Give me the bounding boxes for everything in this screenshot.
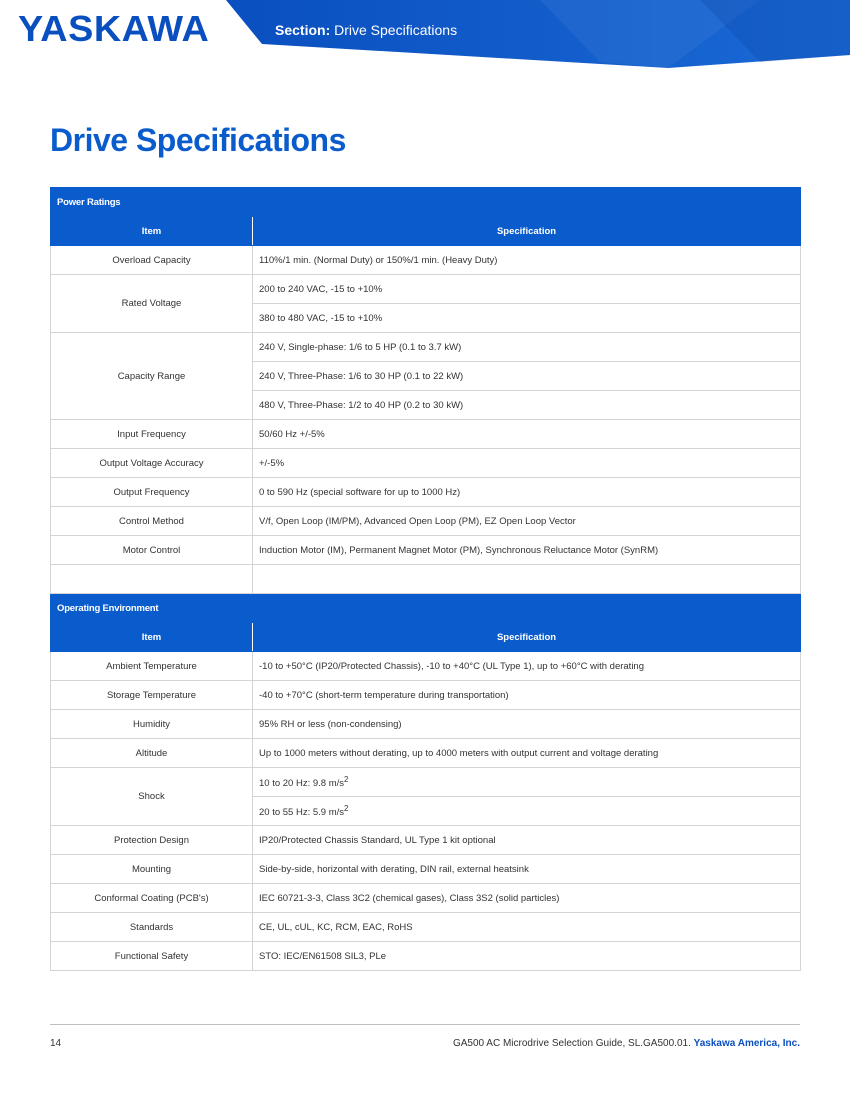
document-reference: GA500 AC Microdrive Selection Guide, SL.GA500.01. — [452, 1038, 691, 1049]
item-cell: Protection Design — [51, 826, 253, 855]
section-indicator — [275, 22, 457, 38]
superscript-exponent: 2 — [344, 774, 349, 784]
table-row — [51, 507, 801, 536]
spec-cell — [253, 797, 801, 826]
section-name: Drive Specifications — [334, 22, 458, 38]
yaskawa-logo: YASKAWA — [18, 8, 210, 49]
column-header-item: Item — [51, 623, 253, 652]
column-header-row — [51, 217, 801, 246]
table-row — [51, 768, 801, 797]
item-cell: Functional Safety — [51, 942, 253, 971]
item-cell: Conformal Coating (PCB's) — [51, 884, 253, 913]
item-cell: Capacity Range — [51, 333, 253, 420]
table-row — [51, 942, 801, 971]
table-row — [51, 826, 801, 855]
item-cell: Input Frequency — [51, 420, 253, 449]
table-row — [51, 681, 801, 710]
spec-cell: 50/60 Hz +/-5% — [253, 420, 801, 449]
empty-row — [51, 565, 801, 594]
item-cell: Motor Control — [51, 536, 253, 565]
spec-cell — [253, 768, 801, 797]
spec-cell: 0 to 590 Hz (special software for up to 1000 Hz) — [253, 478, 801, 507]
page-title: Drive Specifications — [50, 122, 346, 158]
spec-cell: -10 to +50°C (IP20/Protected Chassis), -10 to +40°C (UL Type 1), up to +60°C with derating — [253, 652, 801, 681]
table-row — [51, 739, 801, 768]
spec-cell: +/-5% — [253, 449, 801, 478]
item-cell: Standards — [51, 913, 253, 942]
spec-cell: Side-by-side, horizontal with derating, DIN rail, external heatsink — [253, 855, 801, 884]
section-label: Section: — [275, 22, 331, 38]
item-cell: Altitude — [51, 739, 253, 768]
table-row — [51, 246, 801, 275]
section-title: Power Ratings — [51, 188, 801, 217]
item-cell: Control Method — [51, 507, 253, 536]
company-name: Yaskawa America, Inc. — [693, 1038, 800, 1049]
spec-cell: 480 V, Three-Phase: 1/2 to 40 HP (0.2 to 30 kW) — [253, 391, 801, 420]
spec-cell: CE, UL, cUL, KC, RCM, EAC, RoHS — [253, 913, 801, 942]
column-header-spec: Specification — [253, 623, 801, 652]
section-header-power — [51, 188, 801, 217]
page-number: 14 — [50, 1038, 62, 1049]
spec-cell: 110%/1 min. (Normal Duty) or 150%/1 min. (Heavy Duty) — [253, 246, 801, 275]
section-title: Operating Environment — [51, 594, 801, 623]
spec-text: 10 to 20 Hz: 9.8 m/s — [259, 778, 345, 790]
spec-cell: -40 to +70°C (short-term temperature during transportation) — [253, 681, 801, 710]
table-row — [51, 536, 801, 565]
empty-cell — [51, 565, 253, 594]
column-header-spec: Specification — [253, 217, 801, 246]
spec-cell: 240 V, Three-Phase: 1/6 to 30 HP (0.1 to 22 kW) — [253, 362, 801, 391]
spec-cell: Induction Motor (IM), Permanent Magnet Motor (PM), Synchronous Reluctance Motor (SynRM) — [253, 536, 801, 565]
table-row — [51, 710, 801, 739]
column-header-row — [51, 623, 801, 652]
table-row — [51, 333, 801, 362]
spec-cell: V/f, Open Loop (IM/PM), Advanced Open Loop (PM), EZ Open Loop Vector — [253, 507, 801, 536]
spec-cell: 380 to 480 VAC, -15 to +10% — [253, 304, 801, 333]
table-row — [51, 449, 801, 478]
table-row — [51, 884, 801, 913]
section-header-environment — [51, 594, 801, 623]
item-cell: Output Frequency — [51, 478, 253, 507]
spec-cell: 240 V, Single-phase: 1/6 to 5 HP (0.1 to 3.7 kW) — [253, 333, 801, 362]
spec-cell: 95% RH or less (non-condensing) — [253, 710, 801, 739]
table-row — [51, 652, 801, 681]
spec-text: 20 to 55 Hz: 5.9 m/s — [259, 807, 345, 819]
spec-cell: IEC 60721-3-3, Class 3C2 (chemical gases), Class 3S2 (solid particles) — [253, 884, 801, 913]
item-cell: Shock — [51, 768, 253, 826]
table-row — [51, 855, 801, 884]
footer-citation — [453, 1038, 800, 1049]
spec-cell: Up to 1000 meters without derating, up to 4000 meters with output current and voltage derating — [253, 739, 801, 768]
item-cell: Output Voltage Accuracy — [51, 449, 253, 478]
specifications-table — [50, 187, 801, 971]
table-row — [51, 275, 801, 304]
item-cell: Ambient Temperature — [51, 652, 253, 681]
item-cell: Humidity — [51, 710, 253, 739]
table-row — [51, 420, 801, 449]
superscript-exponent: 2 — [344, 803, 349, 813]
table-row — [51, 913, 801, 942]
item-cell: Rated Voltage — [51, 275, 253, 333]
item-cell: Storage Temperature — [51, 681, 253, 710]
spec-cell: STO: IEC/EN61508 SIL3, PLe — [253, 942, 801, 971]
table-row — [51, 478, 801, 507]
spec-cell: IP20/Protected Chassis Standard, UL Type 1 kit optional — [253, 826, 801, 855]
item-cell: Mounting — [51, 855, 253, 884]
spec-cell: 200 to 240 VAC, -15 to +10% — [253, 275, 801, 304]
empty-cell — [253, 565, 801, 594]
column-header-item: Item — [51, 217, 253, 246]
footer-divider — [50, 1024, 800, 1025]
item-cell: Overload Capacity — [51, 246, 253, 275]
